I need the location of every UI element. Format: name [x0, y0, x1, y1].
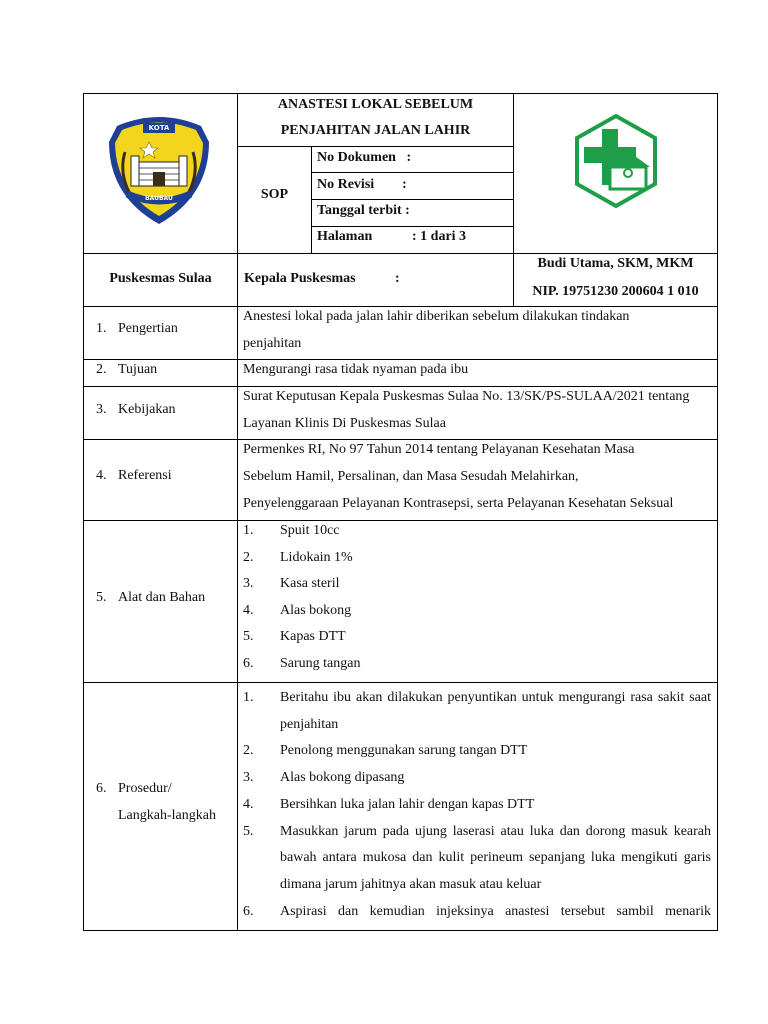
referensi-line: Penyelenggaraan Pelayanan Kontrasepsi, serta Pelayanan Kesehatan Seksual [243, 496, 674, 511]
section-label-kebijakan [96, 397, 176, 423]
title-line-2: PENJAHITAN JALAN LAHIR [280, 123, 471, 138]
section-label-alat-bahan [96, 585, 205, 611]
list-number: 4. [243, 796, 254, 812]
list-text: Beritahu ibu akan dilakukan penyuntikan untuk mengurangi rasa sakit saat penjahitan [280, 690, 711, 732]
list-item [243, 765, 711, 792]
section-content-tujuan: Mengurangi rasa tidak nyaman pada ibu [243, 362, 469, 377]
section-label-referensi [96, 463, 172, 489]
section-label-pengertian [96, 316, 178, 342]
puskesmas-emblem-icon [568, 113, 664, 209]
section-content-kebijakan: Surat Keputusan Kepala Puskesmas Sulaa No. 13/SK/PS-SULAA/2021 tentang Layanan Klinis Di Puskesmas Sulaa [243, 389, 690, 431]
section-title: Prosedur/ [118, 781, 172, 796]
list-number: 6. [243, 903, 254, 919]
title-line-1: ANASTESI LOKAL SEBELUM [277, 97, 474, 112]
section-title: Referensi [118, 468, 172, 483]
referensi-line: Sebelum Hamil, Persalinan, dan Masa Sesudah Melahirkan, [243, 469, 579, 484]
page-value: : 1 dari 3 [412, 229, 467, 244]
section-content-pengertian: Anestesi lokal pada jalan lahir diberikan sebelum dilakukan tindakan penjahitan [243, 309, 630, 351]
section-title: Kebijakan [118, 402, 176, 417]
section-content-prosedur [243, 685, 711, 929]
section-title: Alat dan Bahan [118, 590, 206, 605]
revision-number: No Revisi : [317, 177, 407, 192]
page-label: Halaman [317, 229, 373, 244]
list-number: 6. [243, 655, 254, 671]
head-signature-block [514, 250, 717, 306]
list-number: 2. [243, 549, 254, 565]
head-label: Kepala Puskesmas [244, 271, 356, 286]
list-number: 1. [243, 523, 254, 538]
list-number: 5. [243, 823, 254, 839]
kota-baubau-logo [105, 112, 213, 228]
section-number: 1. [96, 321, 107, 336]
issue-date: Tanggal terbit : [317, 203, 410, 218]
left-logo-text-top: KOTA [148, 124, 170, 132]
list-text: Alas bokong dipasang [280, 770, 405, 786]
section-title: Tujuan [118, 362, 158, 377]
list-number: 2. [243, 743, 254, 759]
list-text: Kasa steril [280, 576, 340, 591]
list-item [243, 685, 711, 738]
section-title-line2: Langkah-langkah [118, 808, 216, 823]
section-content-referensi [243, 436, 713, 517]
referensi-line: Permenkes RI, No 97 Tahun 2014 tentang Pelayanan Kesehatan Masa [243, 442, 635, 457]
head-label-colon: : [395, 271, 400, 286]
list-text: Penolong menggunakan sarung tangan DTT [280, 743, 528, 759]
section-label-prosedur [96, 775, 216, 829]
list-text: Masukkan jarum pada ujung laserasi atau luka dan dorong masuk kearah bawah antara mukosa dan kulit perineum sepanjang luka mengikuti garis dimana jarum jahitnya akan masuk atau keluar [280, 823, 711, 892]
list-number: 3. [243, 576, 254, 591]
list-item [243, 899, 711, 926]
list-item [243, 545, 711, 572]
list-text: Alas bokong [280, 602, 352, 618]
list-number: 1. [243, 690, 254, 705]
list-item [243, 651, 711, 678]
section-label-tujuan [96, 357, 157, 383]
list-number: 5. [243, 629, 254, 644]
section-title: Pengertian [118, 321, 178, 336]
section-number: 4. [96, 468, 107, 483]
list-number: 4. [243, 602, 254, 618]
list-text: Lidokain 1% [280, 549, 353, 565]
head-name: Budi Utama, SKM, MKM [537, 256, 694, 271]
list-item [243, 792, 711, 819]
facility-name: Puskesmas Sulaa [109, 271, 212, 286]
section-number: 3. [96, 402, 107, 417]
section-number: 6. [96, 781, 107, 796]
sop-label: SOP [260, 187, 289, 202]
list-item [243, 571, 711, 598]
list-text: Sarung tangan [280, 655, 361, 671]
left-logo-text-bottom: BAUBAU [145, 195, 173, 202]
section-number: 2. [96, 362, 107, 377]
list-text: Kapas DTT [280, 629, 346, 644]
list-text: Spuit 10cc [280, 523, 340, 538]
list-item [243, 738, 711, 765]
list-item [243, 518, 711, 545]
list-item [243, 598, 711, 625]
doc-number: No Dokumen : [317, 150, 412, 165]
head-nip: NIP. 19751230 200604 1 010 [532, 284, 699, 299]
puskesmas-logo [568, 113, 664, 209]
list-item [243, 624, 711, 651]
list-number: 3. [243, 770, 254, 786]
list-text: Aspirasi dan kemudian injeksinya anastesi tersebut sambil menarik [280, 903, 711, 919]
section-content-alat-bahan [243, 518, 711, 677]
document-title [238, 92, 513, 144]
list-text: Bersihkan luka jalan lahir dengan kapas DTT [280, 796, 535, 812]
list-item [243, 819, 711, 899]
section-number: 5. [96, 590, 107, 605]
